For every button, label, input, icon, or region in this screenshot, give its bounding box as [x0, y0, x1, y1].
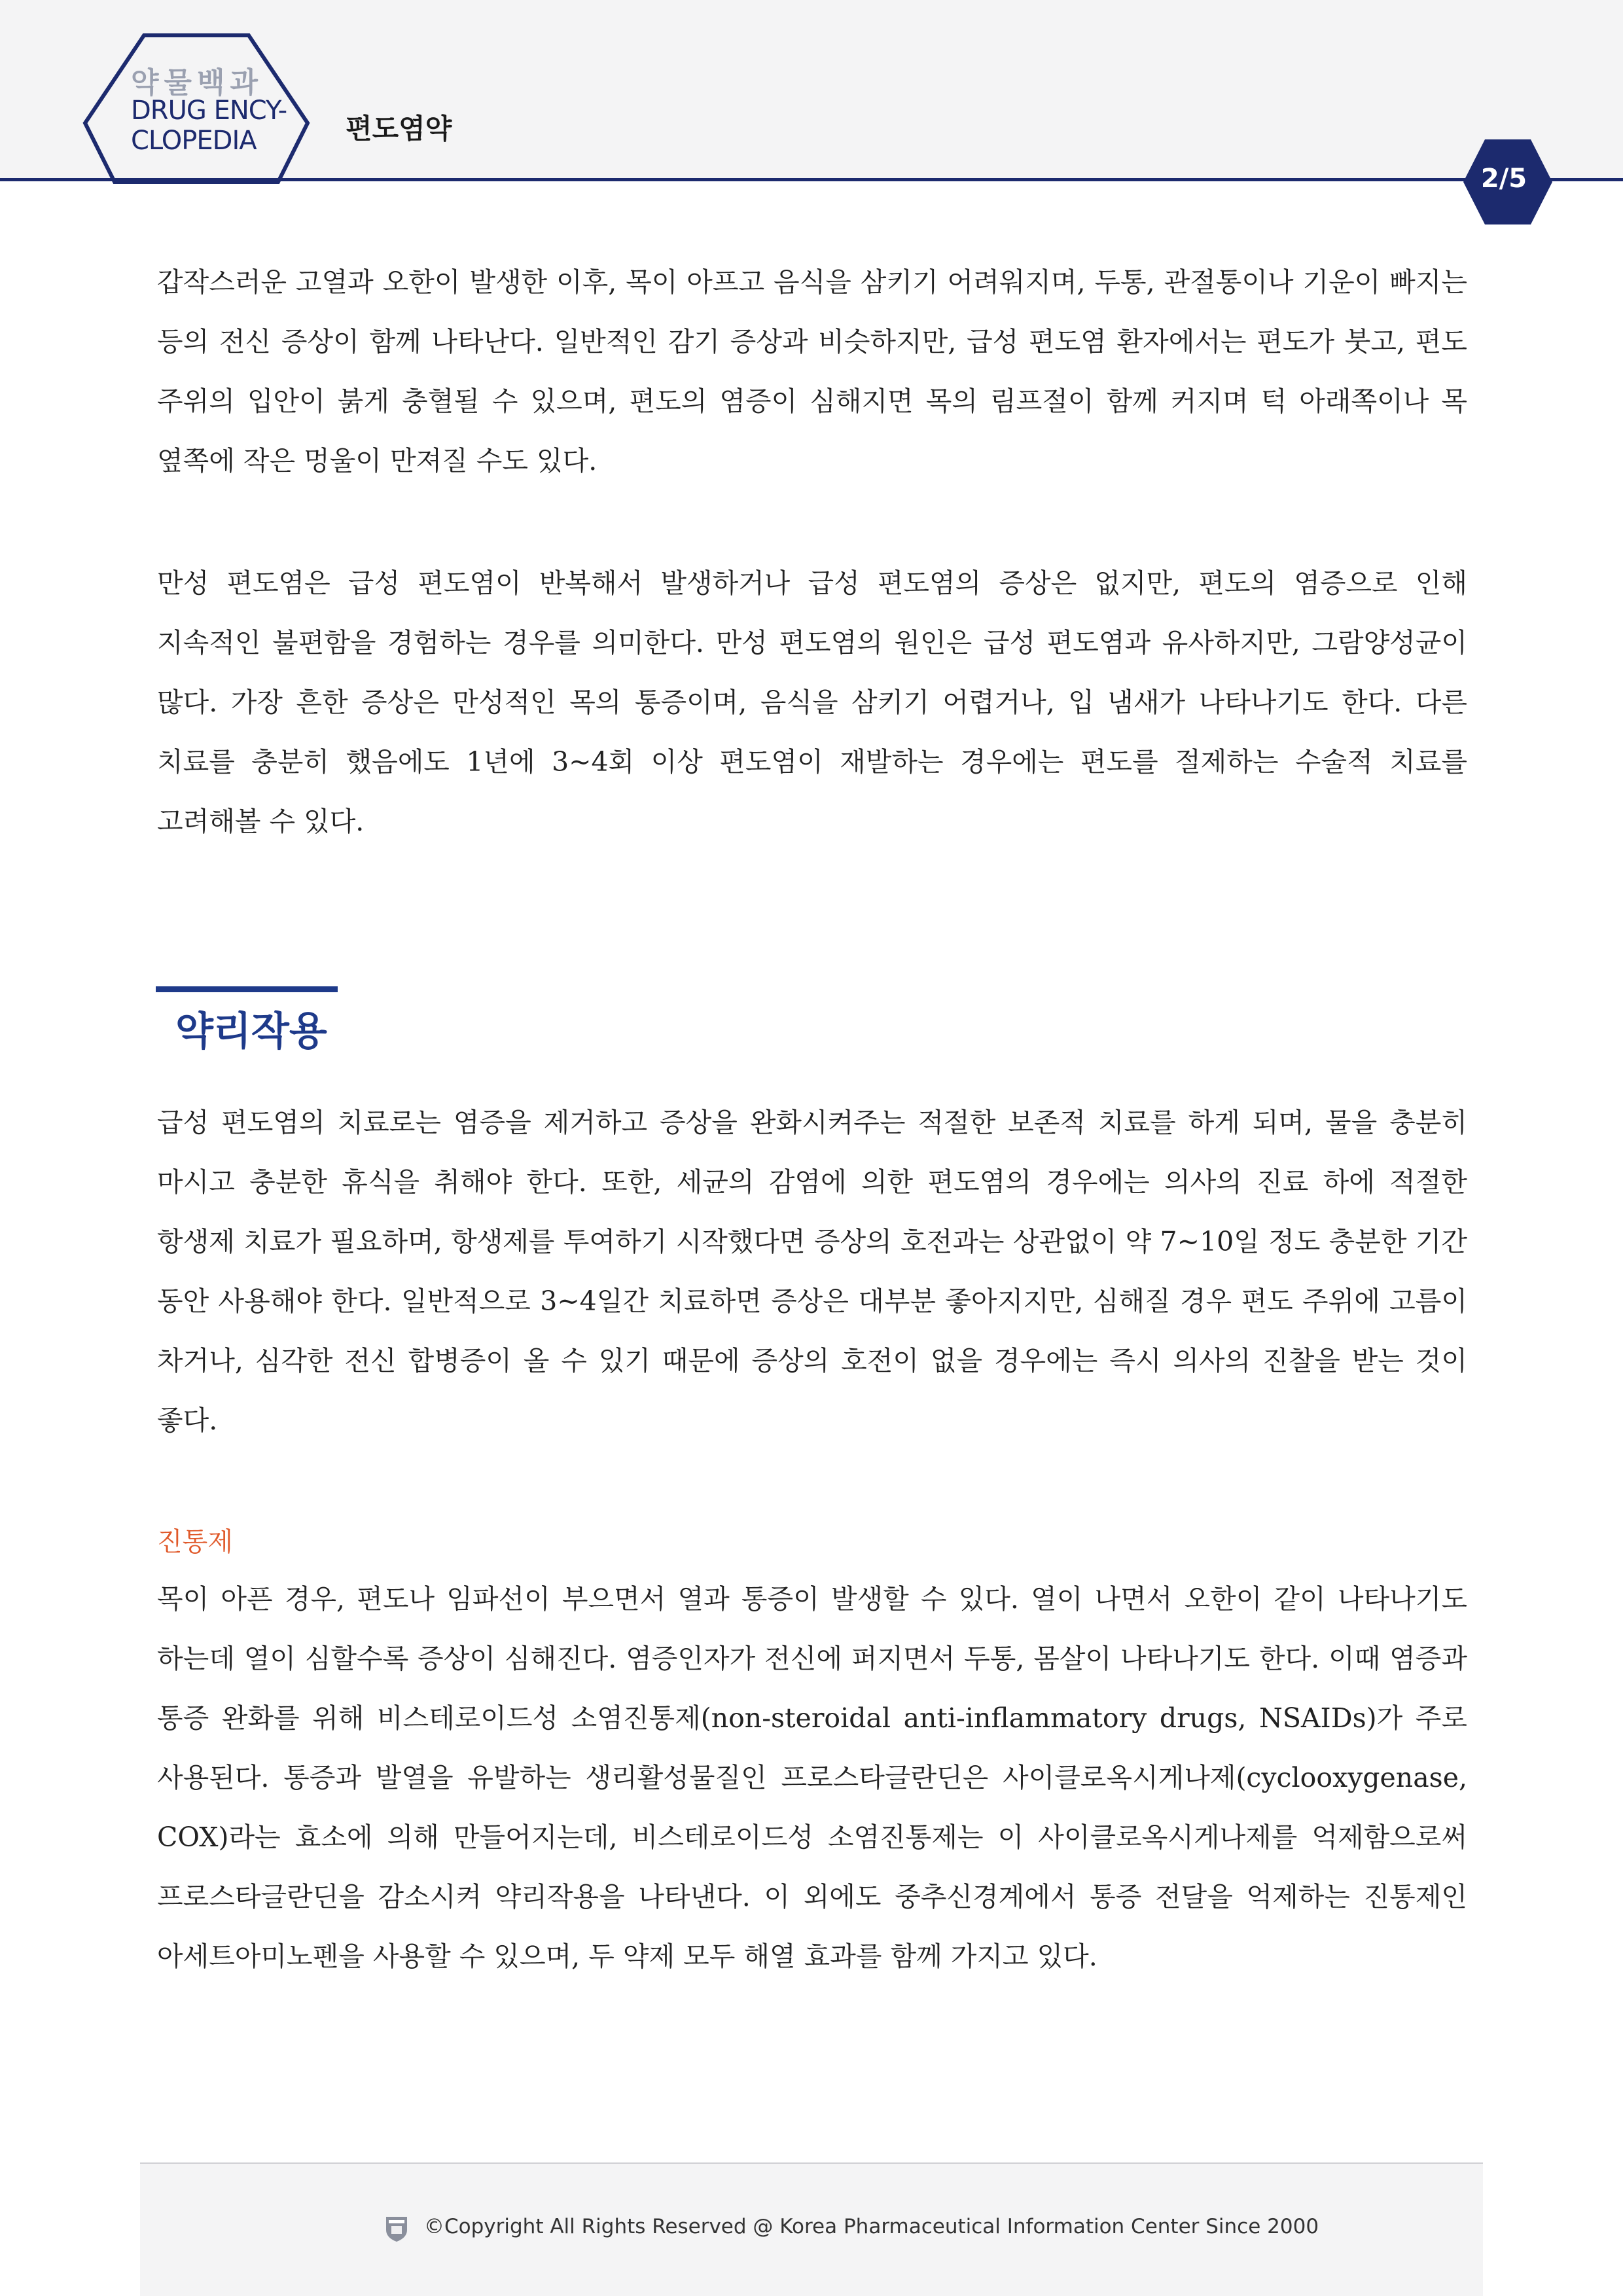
section-heading-pharmacology: 약리작용: [175, 1009, 327, 1054]
paragraph-treatment: 급성 편도염의 치료로는 염증을 제거하고 증상을 완화시켜주는 적절한 보존적 치료를 하게 되며, 물을 충분히 마시고 충분한 휴식을 취해야 한다. 또한, 세균의 감염에 의한 편도염의 경우에는 의사의 진료 하에 적절한 항생제 치료가 필요하며, 항생제를 투여하기 시작했다면 증상의 호전과는 상관없이 약 7~10일 정도 충분한 기간 동안 사용해야 한다. 일반적으로 3~4일간 치료하면 증상은 대부분 좋아지지만, 심해질 경우 편도 주위에 고름이 차거나, 심각한 전신 합병증이 올 수 있기 때문에 증상의 호전이 없을 경우에는 즉시 의사의 진찰을 받는 것이 좋다.: [157, 1107, 1467, 1436]
sub-heading-analgesics: 진통제: [157, 1527, 233, 1557]
section-heading-bar: [156, 986, 338, 992]
footer-divider: [140, 2162, 1483, 2164]
page-number: 2/5: [1480, 164, 1527, 194]
shield-emblem-icon: [382, 2214, 411, 2243]
paragraph-acute-symptoms: 갑작스러운 고열과 오한이 발생한 이후, 목이 아프고 음식을 삼키기 어려워지며, 두통, 관절통이나 기운이 빠지는 등의 전신 증상이 함께 나타난다. 일반적인 감기 증상과 비슷하지만, 급성 편도염 환자에서는 편도가 붓고, 편도 주위의 입안이 붉게 충혈될 수 있으며, 편도의 염증이 심해지면 목의 림프절이 함께 커지며 턱 아래쪽이나 목 옆쪽에 작은 멍울이 만져질 수도 있다.: [157, 266, 1467, 476]
paragraph-chronic: 만성 편도염은 급성 편도염이 반복해서 발생하거나 급성 편도염의 증상은 없지만, 편도의 염증으로 인해 지속적인 불편함을 경험하는 경우를 의미한다. 만성 편도염의 원인은 급성 편도염과 유사하지만, 그람양성균이 많다. 가장 흔한 증상은 만성적인 목의 통증이며, 음식을 삼키기 어렵거나, 입 냄새가 나타나기도 한다. 다른 치료를 충분히 했음에도 1년에 3~4회 이상 편도염이 재발하는 경우에는 편도를 절제하는 수술적 치료를 고려해볼 수 있다.: [157, 567, 1467, 837]
document-title: 편도염약: [346, 113, 452, 145]
logo-english: [131, 96, 301, 156]
paragraph-analgesics: 목이 아픈 경우, 편도나 임파선이 부으면서 열과 통증이 발생할 수 있다. 열이 나면서 오한이 같이 나타나기도 하는데 열이 심할수록 증상이 심해진다. 염증인자가 전신에 퍼지면서 두통, 몸살이 나타나기도 한다. 이때 염증과 통증 완화를 위해 비스테로이드성 소염진통제(non-steroidal anti-inflammatory drugs, NSAIDs)가 주로 사용된다. 통증과 발열을 유발하는 생리활성물질인 프로스타글란딘은 사이클로옥시게나제(cyclooxygenase, COX)라는 효소에 의해 만들어지는데, 비스테로이드성 소염진통제는 이 사이클로옥시게나제를 억제함으로써 프로스타글란딘을 감소시켜 약리작용을 나타낸다. 이 외에도 중추신경계에서 통증 전달을 억제하는 진통제인 아세트아미노펜을 사용할 수 있으며, 두 약제 모두 해열 효과를 함께 가지고 있다.: [157, 1583, 1467, 1972]
logo-english-line2: CLOPEDIA: [131, 126, 257, 156]
footer-copyright: ©Copyright All Rights Reserved @ Korea Pharmaceutical Information Center Since 2000: [424, 2215, 1319, 2238]
logo-english-line1: DRUG ENCY-: [131, 96, 287, 126]
logo-korean: 약물백과: [131, 66, 264, 99]
